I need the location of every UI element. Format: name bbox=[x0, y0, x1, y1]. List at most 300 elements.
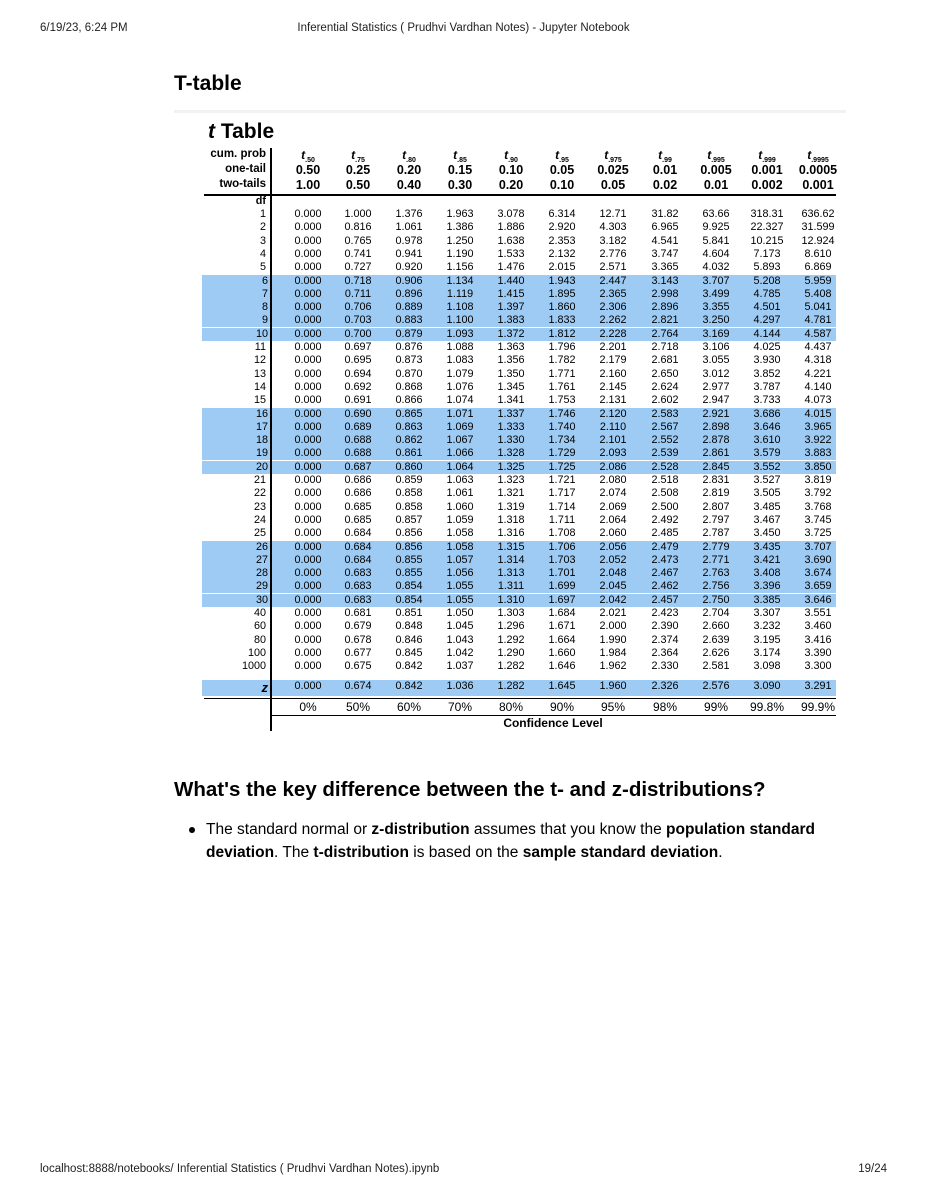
value-cell: 0.685 bbox=[344, 500, 372, 513]
confidence-cell: 50% bbox=[345, 699, 371, 714]
value-cell: 0.741 bbox=[344, 247, 372, 260]
value-cell: 2.552 bbox=[651, 434, 679, 447]
t-table-row bbox=[200, 221, 840, 234]
value-cell: 7.173 bbox=[753, 247, 781, 260]
value-cell: 1.646 bbox=[548, 660, 576, 673]
value-cell: 2.624 bbox=[651, 380, 679, 393]
value-cell: 4.140 bbox=[804, 380, 832, 393]
df-label: df bbox=[255, 195, 266, 207]
value-cell: 0.856 bbox=[395, 527, 423, 540]
cum-prob-cell: $t_{.50}$ bbox=[301, 148, 315, 165]
value-cell: 1.943 bbox=[548, 274, 576, 287]
value-cell: 1.296 bbox=[497, 620, 525, 633]
value-cell: 3.707 bbox=[804, 540, 832, 553]
value-cell: 1.706 bbox=[548, 540, 576, 553]
value-cell: 0.000 bbox=[294, 274, 322, 287]
value-cell: 4.025 bbox=[753, 341, 781, 353]
print-url: localhost:8888/notebooks/ Inferential Statistics ( Prudhvi Vardhan Notes).ipynb bbox=[40, 1163, 440, 1175]
value-cell: 0.700 bbox=[344, 327, 372, 340]
value-cell: 0.000 bbox=[294, 500, 322, 513]
value-cell: 3.690 bbox=[804, 553, 832, 566]
value-cell: 1.697 bbox=[548, 593, 576, 606]
value-cell: 2.492 bbox=[651, 513, 679, 526]
value-cell: 2.581 bbox=[702, 660, 730, 673]
df-cell: 21 bbox=[253, 474, 266, 486]
t-table-row bbox=[202, 447, 836, 460]
value-cell: 2.518 bbox=[651, 474, 679, 486]
value-cell: 0.697 bbox=[344, 341, 372, 353]
t-table-row bbox=[202, 288, 836, 301]
value-cell: 2.042 bbox=[599, 593, 627, 606]
t-table-one-tail-row bbox=[200, 163, 840, 176]
value-cell: 1.363 bbox=[497, 341, 525, 353]
value-cell: 2.878 bbox=[702, 434, 730, 447]
t-table-confidence-row bbox=[200, 700, 840, 713]
value-cell: 0.684 bbox=[344, 553, 372, 566]
value-cell: 0.000 bbox=[294, 607, 322, 619]
value-cell: 1.050 bbox=[446, 607, 474, 619]
value-cell: 1.356 bbox=[497, 354, 525, 367]
value-cell: 1.761 bbox=[548, 380, 576, 393]
z-value-cell: 2.576 bbox=[702, 679, 730, 692]
value-cell: 1.711 bbox=[548, 513, 576, 526]
value-cell: 0.683 bbox=[344, 580, 372, 593]
cum-prob-cell: $t_{.9995}$ bbox=[807, 148, 829, 165]
value-cell: 3.787 bbox=[753, 380, 781, 393]
t-table-row bbox=[200, 381, 840, 394]
value-cell: 0.000 bbox=[294, 633, 322, 646]
value-cell: 1.313 bbox=[497, 567, 525, 580]
value-cell: 1.319 bbox=[497, 500, 525, 513]
value-cell: 2.120 bbox=[599, 407, 627, 420]
value-cell: 9.925 bbox=[702, 221, 730, 234]
value-cell: 1.037 bbox=[446, 660, 474, 673]
value-cell: 4.587 bbox=[804, 327, 832, 340]
value-cell: 0.000 bbox=[294, 660, 322, 673]
value-cell: 2.977 bbox=[702, 380, 730, 393]
value-cell: 0.876 bbox=[395, 341, 423, 353]
value-cell: 1.292 bbox=[497, 633, 525, 646]
value-cell: 1.729 bbox=[548, 447, 576, 460]
value-cell: 1.708 bbox=[548, 527, 576, 540]
two-tails-cell: 0.05 bbox=[600, 178, 626, 192]
t-table-row bbox=[200, 354, 840, 367]
value-cell: 1.721 bbox=[548, 474, 576, 486]
value-cell: 2.228 bbox=[599, 327, 627, 340]
df-cell: 22 bbox=[253, 487, 266, 500]
value-cell: 3.390 bbox=[804, 646, 832, 659]
df-cell: 2 bbox=[259, 221, 266, 234]
value-cell: 0.684 bbox=[344, 527, 372, 540]
value-cell: 1.714 bbox=[548, 500, 576, 513]
two-tails-label: two-tails bbox=[219, 178, 266, 190]
value-cell: 2.462 bbox=[651, 580, 679, 593]
value-cell: 3.396 bbox=[753, 580, 781, 593]
value-cell: 5.408 bbox=[804, 287, 832, 300]
value-cell: 0.686 bbox=[344, 487, 372, 500]
value-cell: 0.870 bbox=[395, 367, 423, 380]
t-table-row bbox=[200, 660, 840, 673]
value-cell: 1.134 bbox=[446, 274, 474, 287]
value-cell: 1.345 bbox=[497, 380, 525, 393]
value-cell: 0.000 bbox=[294, 314, 322, 327]
cum-prob-cell: $t_{.75}$ bbox=[351, 148, 365, 165]
confidence-cell: 80% bbox=[498, 699, 524, 714]
cell-heading: T-table bbox=[174, 72, 242, 95]
value-cell: 0.816 bbox=[344, 221, 372, 234]
value-cell: 2.160 bbox=[599, 367, 627, 380]
t-table-row bbox=[200, 634, 840, 647]
value-cell: 0.683 bbox=[344, 593, 372, 606]
one-tail-cell: 0.05 bbox=[549, 163, 575, 177]
value-cell: 3.579 bbox=[753, 447, 781, 460]
z-value-cell: 0.000 bbox=[294, 679, 322, 692]
df-cell: 7 bbox=[261, 287, 268, 300]
print-page-number: 19/24 bbox=[858, 1163, 887, 1175]
value-cell: 0.677 bbox=[344, 646, 372, 659]
value-cell: 0.851 bbox=[395, 607, 423, 619]
value-cell: 2.131 bbox=[599, 394, 627, 407]
value-cell: 0.000 bbox=[294, 327, 322, 340]
value-cell: 1.055 bbox=[446, 593, 474, 606]
value-cell: 1.415 bbox=[497, 287, 525, 300]
value-cell: 0.879 bbox=[395, 327, 423, 340]
value-cell: 3.499 bbox=[702, 287, 730, 300]
value-cell: 0.000 bbox=[294, 434, 322, 447]
value-cell: 2.069 bbox=[599, 500, 627, 513]
value-cell: 1.064 bbox=[446, 460, 474, 473]
value-cell: 0.690 bbox=[344, 407, 372, 420]
t-table-row bbox=[202, 434, 836, 447]
cum-prob-cell: $t_{.90}$ bbox=[504, 148, 518, 165]
section-heading: What's the key difference between the t- and z-distributions? bbox=[174, 778, 766, 801]
value-cell: 0.873 bbox=[395, 354, 423, 367]
value-cell: 1.108 bbox=[446, 301, 474, 314]
df-cell: 3 bbox=[259, 234, 266, 247]
value-cell: 3.195 bbox=[753, 633, 781, 646]
value-cell: 1.119 bbox=[446, 287, 474, 300]
value-cell: 0.687 bbox=[344, 460, 372, 473]
z-value-cell: 3.291 bbox=[804, 679, 832, 692]
value-cell: 0.675 bbox=[344, 660, 372, 673]
df-cell: 8 bbox=[261, 301, 268, 314]
t-table-cum-prob-row bbox=[200, 148, 840, 165]
value-cell: 2.807 bbox=[702, 500, 730, 513]
t-table-row bbox=[202, 408, 836, 421]
value-cell: 0.694 bbox=[344, 367, 372, 380]
value-cell: 1.533 bbox=[497, 247, 525, 260]
value-cell: 1.071 bbox=[446, 407, 474, 420]
value-cell: 0.862 bbox=[395, 434, 423, 447]
value-cell: 1.383 bbox=[497, 314, 525, 327]
value-cell: 3.552 bbox=[753, 460, 781, 473]
value-cell: 0.000 bbox=[294, 646, 322, 659]
value-cell: 0.681 bbox=[344, 607, 372, 619]
value-cell: 1.323 bbox=[497, 474, 525, 486]
df-cell: 12 bbox=[253, 354, 266, 367]
value-cell: 0.000 bbox=[294, 287, 322, 300]
one-tail-cell: 0.15 bbox=[447, 163, 473, 177]
value-cell: 2.896 bbox=[651, 301, 679, 314]
value-cell: 2.763 bbox=[702, 567, 730, 580]
value-cell: 1.386 bbox=[446, 221, 474, 234]
value-cell: 4.032 bbox=[702, 261, 730, 274]
value-cell: 1.055 bbox=[446, 580, 474, 593]
value-cell: 3.707 bbox=[702, 274, 730, 287]
t-table-row bbox=[202, 421, 836, 434]
cum-prob-cell: $t_{.95}$ bbox=[555, 148, 569, 165]
value-cell: 0.848 bbox=[395, 620, 423, 633]
value-cell: 3.551 bbox=[804, 607, 832, 619]
heading-divider bbox=[174, 110, 846, 113]
value-cell: 2.650 bbox=[651, 367, 679, 380]
value-cell: 2.021 bbox=[599, 607, 627, 619]
value-cell: 1.250 bbox=[446, 234, 474, 247]
value-cell: 3.659 bbox=[804, 580, 832, 593]
value-cell: 1.061 bbox=[395, 221, 423, 234]
value-cell: 2.921 bbox=[702, 407, 730, 420]
value-cell: 1.069 bbox=[446, 420, 474, 433]
df-cell: 24 bbox=[253, 513, 266, 526]
t-table-row bbox=[200, 647, 840, 660]
value-cell: 0.000 bbox=[294, 407, 322, 420]
value-cell: 2.093 bbox=[599, 447, 627, 460]
value-cell: 3.307 bbox=[753, 607, 781, 619]
confidence-level-label: Confidence Level bbox=[503, 715, 603, 730]
value-cell: 2.819 bbox=[702, 487, 730, 500]
one-tail-cell: 0.25 bbox=[345, 163, 371, 177]
value-cell: 2.390 bbox=[651, 620, 679, 633]
value-cell: 1.058 bbox=[446, 540, 474, 553]
df-cell: 1000 bbox=[241, 660, 266, 673]
value-cell: 0.695 bbox=[344, 354, 372, 367]
value-cell: 3.505 bbox=[753, 487, 781, 500]
value-cell: 2.330 bbox=[651, 660, 679, 673]
value-cell: 2.821 bbox=[651, 314, 679, 327]
value-cell: 1.333 bbox=[497, 420, 525, 433]
value-cell: 0.000 bbox=[294, 527, 322, 540]
bullet-item: The standard normal or z-distribution assumes that you know the population standard deviation. The t-distribution is based on the sample standard deviation. bbox=[206, 818, 856, 864]
value-cell: 2.571 bbox=[599, 261, 627, 274]
z-value-cell: 1.282 bbox=[497, 679, 525, 692]
value-cell: 4.541 bbox=[651, 234, 679, 247]
value-cell: 4.303 bbox=[599, 221, 627, 234]
value-cell: 4.015 bbox=[804, 407, 832, 420]
value-cell: 0.855 bbox=[395, 567, 423, 580]
value-cell: 2.457 bbox=[651, 593, 679, 606]
value-cell: 0.856 bbox=[395, 540, 423, 553]
z-value-cell: 1.645 bbox=[548, 679, 576, 692]
value-cell: 5.841 bbox=[702, 234, 730, 247]
value-cell: 1.476 bbox=[497, 261, 525, 274]
t-table-row bbox=[200, 248, 840, 261]
value-cell: 2.132 bbox=[548, 247, 576, 260]
value-cell: 1.056 bbox=[446, 567, 474, 580]
df-cell: 17 bbox=[255, 420, 268, 433]
value-cell: 3.674 bbox=[804, 567, 832, 580]
value-cell: 1.066 bbox=[446, 447, 474, 460]
value-cell: 0.000 bbox=[294, 261, 322, 274]
value-cell: 2.052 bbox=[599, 553, 627, 566]
value-cell: 31.82 bbox=[651, 208, 679, 220]
t-table-row bbox=[200, 368, 840, 381]
z-label: z bbox=[261, 679, 268, 695]
value-cell: 1.701 bbox=[548, 567, 576, 580]
value-cell: 3.182 bbox=[599, 234, 627, 247]
value-cell: 0.683 bbox=[344, 567, 372, 580]
value-cell: 0.703 bbox=[344, 314, 372, 327]
value-cell: 0.846 bbox=[395, 633, 423, 646]
value-cell: 0.000 bbox=[294, 553, 322, 566]
value-cell: 3.485 bbox=[753, 500, 781, 513]
value-cell: 1.782 bbox=[548, 354, 576, 367]
value-cell: 10.215 bbox=[750, 234, 784, 247]
value-cell: 3.012 bbox=[702, 367, 730, 380]
value-cell: 12.924 bbox=[801, 234, 835, 247]
value-cell: 8.610 bbox=[804, 247, 832, 260]
value-cell: 1.671 bbox=[548, 620, 576, 633]
value-cell: 0.685 bbox=[344, 513, 372, 526]
value-cell: 1.328 bbox=[497, 447, 525, 460]
value-cell: 2.080 bbox=[599, 474, 627, 486]
print-date: 6/19/23, 6:24 PM bbox=[40, 22, 128, 34]
df-cell: 26 bbox=[255, 540, 268, 553]
value-cell: 1.660 bbox=[548, 646, 576, 659]
value-cell: 0.000 bbox=[294, 301, 322, 314]
one-tail-cell: 0.20 bbox=[396, 163, 422, 177]
value-cell: 2.056 bbox=[599, 540, 627, 553]
value-cell: 1.043 bbox=[446, 633, 474, 646]
value-cell: 0.855 bbox=[395, 553, 423, 566]
two-tails-cell: 0.40 bbox=[396, 178, 422, 192]
value-cell: 0.978 bbox=[395, 234, 423, 247]
value-cell: 0.718 bbox=[344, 274, 372, 287]
t-table-row bbox=[200, 235, 840, 248]
value-cell: 1.282 bbox=[497, 660, 525, 673]
value-cell: 0.689 bbox=[344, 420, 372, 433]
value-cell: 1.330 bbox=[497, 434, 525, 447]
value-cell: 2.567 bbox=[651, 420, 679, 433]
z-value-cell: 1.036 bbox=[446, 679, 474, 692]
confidence-cell: 99.9% bbox=[800, 699, 836, 714]
t-table-row bbox=[200, 607, 840, 620]
value-cell: 2.015 bbox=[548, 261, 576, 274]
value-cell: 0.711 bbox=[344, 287, 372, 300]
t-table-row bbox=[200, 487, 840, 500]
value-cell: 2.626 bbox=[702, 646, 730, 659]
value-cell: 2.787 bbox=[702, 527, 730, 540]
value-cell: 2.353 bbox=[548, 234, 576, 247]
value-cell: 1.315 bbox=[497, 540, 525, 553]
value-cell: 1.074 bbox=[446, 394, 474, 407]
value-cell: 2.045 bbox=[599, 580, 627, 593]
value-cell: 1.350 bbox=[497, 367, 525, 380]
value-cell: 0.858 bbox=[395, 500, 423, 513]
value-cell: 0.845 bbox=[395, 646, 423, 659]
value-cell: 0.861 bbox=[395, 447, 423, 460]
value-cell: 2.508 bbox=[651, 487, 679, 500]
t-table-z-row bbox=[202, 680, 836, 696]
value-cell: 2.374 bbox=[651, 633, 679, 646]
confidence-cell: 70% bbox=[447, 699, 473, 714]
value-cell: 2.920 bbox=[548, 221, 576, 234]
value-cell: 2.898 bbox=[702, 420, 730, 433]
cum-prob-cell: $t_{.85}$ bbox=[453, 148, 467, 165]
t-table-row bbox=[200, 261, 840, 274]
value-cell: 2.064 bbox=[599, 513, 627, 526]
two-tails-cell: 0.10 bbox=[549, 178, 575, 192]
df-cell: 11 bbox=[254, 341, 266, 353]
value-cell: 3.174 bbox=[753, 646, 781, 659]
value-cell: 1.684 bbox=[548, 607, 576, 619]
cum-prob-cell: $t_{.975}$ bbox=[604, 148, 622, 165]
one-tail-cell: 0.001 bbox=[751, 163, 783, 177]
value-cell: 0.688 bbox=[344, 434, 372, 447]
value-cell: 1.063 bbox=[446, 474, 474, 486]
value-cell: 3.745 bbox=[804, 513, 832, 526]
value-cell: 0.686 bbox=[344, 474, 372, 486]
value-cell: 4.781 bbox=[804, 314, 832, 327]
t-table-title: t Table bbox=[208, 120, 275, 143]
value-cell: 1.088 bbox=[446, 341, 474, 353]
df-cell: 14 bbox=[253, 380, 266, 393]
value-cell: 0.727 bbox=[344, 261, 372, 274]
value-cell: 1.321 bbox=[497, 487, 525, 500]
confidence-cell: 99% bbox=[703, 699, 729, 714]
value-cell: 2.423 bbox=[651, 607, 679, 619]
df-cell: 19 bbox=[255, 447, 268, 460]
value-cell: 2.048 bbox=[599, 567, 627, 580]
value-cell: 2.602 bbox=[651, 394, 679, 407]
value-cell: 1.190 bbox=[446, 247, 474, 260]
value-cell: 2.500 bbox=[651, 500, 679, 513]
value-cell: 2.179 bbox=[599, 354, 627, 367]
value-cell: 1.061 bbox=[446, 487, 474, 500]
value-cell: 3.792 bbox=[804, 487, 832, 500]
t-table-row bbox=[202, 301, 836, 314]
value-cell: 3.747 bbox=[651, 247, 679, 260]
value-cell: 1.042 bbox=[446, 646, 474, 659]
two-tails-cell: 0.01 bbox=[703, 178, 729, 192]
value-cell: 1.316 bbox=[497, 527, 525, 540]
value-cell: 1.045 bbox=[446, 620, 474, 633]
value-cell: 6.965 bbox=[651, 221, 679, 234]
value-cell: 2.110 bbox=[599, 420, 627, 433]
df-cell: 6 bbox=[261, 274, 268, 287]
value-cell: 0.889 bbox=[395, 301, 423, 314]
one-tail-cell: 0.0005 bbox=[798, 163, 838, 177]
value-cell: 1.311 bbox=[497, 580, 525, 593]
value-cell: 0.000 bbox=[294, 447, 322, 460]
df-cell: 18 bbox=[255, 434, 268, 447]
value-cell: 6.869 bbox=[804, 261, 832, 274]
value-cell: 1.318 bbox=[497, 513, 525, 526]
cum-prob-cell: $t_{.99}$ bbox=[658, 148, 672, 165]
value-cell: 0.000 bbox=[294, 474, 322, 486]
value-cell: 2.201 bbox=[599, 341, 627, 353]
value-cell: 2.861 bbox=[702, 447, 730, 460]
value-cell: 2.365 bbox=[599, 287, 627, 300]
value-cell: 4.437 bbox=[804, 341, 832, 353]
value-cell: 0.000 bbox=[294, 341, 322, 353]
value-cell: 0.896 bbox=[395, 287, 423, 300]
value-cell: 1.963 bbox=[446, 208, 474, 220]
value-cell: 3.460 bbox=[804, 620, 832, 633]
value-cell: 2.756 bbox=[702, 580, 730, 593]
value-cell: 4.221 bbox=[804, 367, 832, 380]
value-cell: 0.854 bbox=[395, 593, 423, 606]
value-cell: 1.083 bbox=[446, 354, 474, 367]
